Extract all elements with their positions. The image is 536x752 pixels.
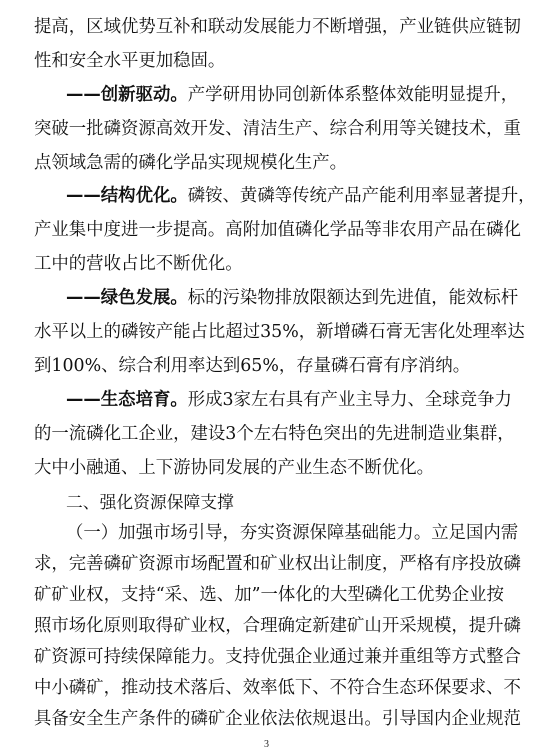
body-text-line: 大中小融通、上下游协同发展的产业生态不断优化。 <box>34 458 434 478</box>
body-text-line: 照市场化原则取得矿业权，合理确定新建矿山开采规模，提升磷 <box>34 616 521 636</box>
body-text-span: 磷铵、黄磷等传统产品产能利用率显著提升， <box>187 186 536 206</box>
body-text-span: 形成3家左右具有产业主导力、全球竞争力 <box>187 390 512 410</box>
body-text-line <box>66 183 536 209</box>
body-text-line: 矿资源可持续保障能力。支持优强企业通过兼并重组等方式整合 <box>34 647 521 667</box>
body-text-line: 性和安全水平更加稳固。 <box>34 51 226 71</box>
body-text-line: 具备安全生产条件的磷矿企业依法依规退出。引导国内企业规范 <box>34 709 521 729</box>
body-text-span: 标的污染物排放限额达到先进值，能效标杆 <box>187 288 519 308</box>
body-text-line <box>66 82 519 108</box>
body-text-line <box>66 285 519 311</box>
body-text-line: （一）加强市场引导，夯实资源保障基础能力。立足国内需 <box>66 523 519 543</box>
body-text-line: 提高，区域优势互补和联动发展能力不断增强，产业链供应链韧 <box>34 17 521 37</box>
lead-phrase-structure: ——结构优化。 <box>66 186 188 206</box>
body-text-line: 到100%、综合利用率达到65%，存量磷石膏有序消纳。 <box>34 356 471 376</box>
page-number: 3 <box>264 739 269 750</box>
body-text-line: 工中的营收占比不断优化。 <box>34 254 243 274</box>
body-text-line: 求，完善磷矿资源市场配置和矿业权出让制度，严格有序投放磷 <box>34 554 521 574</box>
body-text-line: 中小磷矿，推动技术落后、效率低下、不符合生态环保要求、不 <box>34 678 521 698</box>
body-text-line: 的一流磷化工企业，建设3个左右特色突出的先进制造业集群， <box>34 424 515 444</box>
section-heading: 二、强化资源保障支撑 <box>66 492 234 512</box>
lead-phrase-ecology: ——生态培育。 <box>66 390 188 410</box>
body-text-line: 突破一批磷资源高效开发、清洁生产、综合利用等关键技术，重 <box>34 119 521 139</box>
body-text-line <box>66 387 512 413</box>
body-text-span: 产学研用协同创新体系整体效能明显提升， <box>187 85 519 105</box>
body-text-line: 矿矿业权，支持“采、选、加”一体化的大型磷化工优势企业按 <box>34 585 504 605</box>
body-text-line: 产业集中度进一步提高。高附加值磷化学品等非农用产品在磷化 <box>34 220 521 240</box>
lead-phrase-innovation: ——创新驱动。 <box>66 85 188 105</box>
lead-phrase-green: ——绿色发展。 <box>66 288 188 308</box>
body-text-line: 点领域急需的磷化学品实现规模化生产。 <box>34 153 348 173</box>
body-text-line: 水平以上的磷铵产能占比超过35%，新增磷石膏无害化处理率达 <box>34 322 525 342</box>
